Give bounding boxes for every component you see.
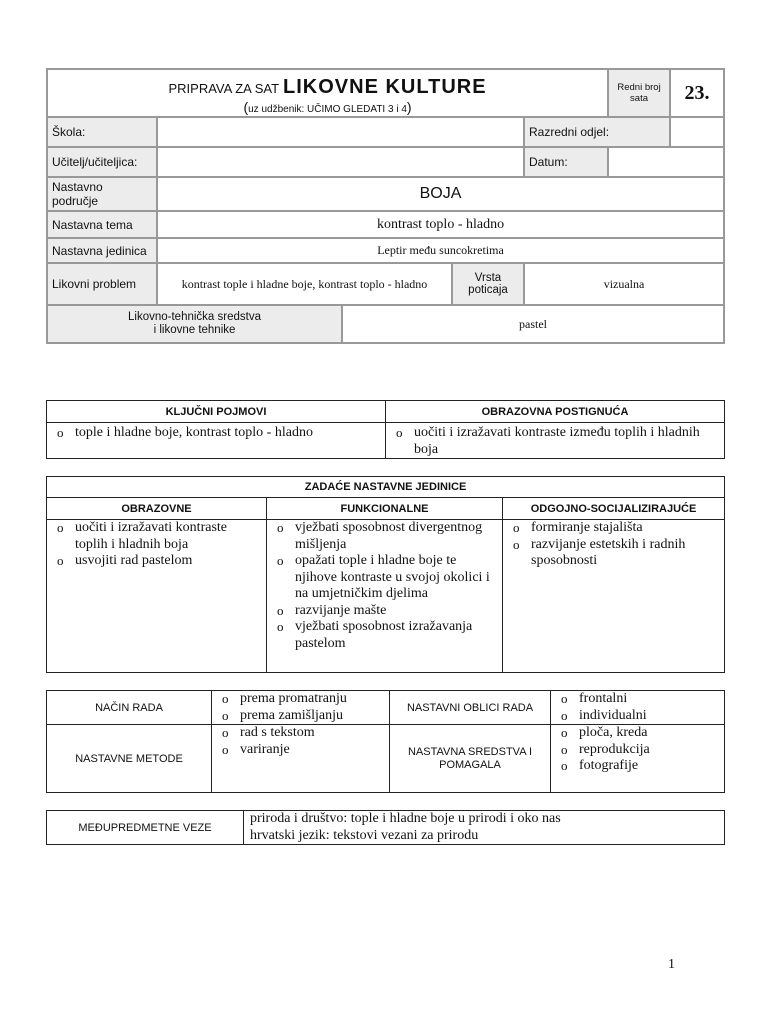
work-mode-label: NAČIN RADA [47, 691, 212, 725]
list-item: o reprodukcija [555, 742, 720, 759]
list-item: o formiranje stajališta [507, 520, 720, 537]
methods-table [46, 690, 725, 793]
media-value: pastel [342, 305, 724, 343]
methods-cell [212, 725, 390, 793]
document-title [47, 69, 608, 117]
subtitle: (uz udžbenik: UČIMO GLEDATI 3 i 4) [243, 98, 412, 115]
page-number: 1 [668, 957, 675, 972]
cross-curricular-cell [244, 811, 725, 845]
theme-value: kontrast toplo - hladno [157, 211, 724, 238]
list-item: o prema promatranju [216, 691, 385, 708]
school-value[interactable] [157, 117, 524, 147]
class-value[interactable] [670, 117, 724, 147]
date-value[interactable] [608, 147, 724, 177]
list-item: o uočiti i izražavati kontraste između toplih i hladnih boja [390, 425, 720, 458]
teacher-value[interactable] [157, 147, 524, 177]
list-item: o opažati tople i hladne boje te njihove kontraste u svojoj okolici i na umjetničkim djelima [271, 553, 498, 603]
functional-cell [267, 520, 503, 673]
lesson-number-label: Redni broj sata [608, 69, 670, 117]
teacher-label: Učitelj/učiteljica: [47, 147, 157, 177]
list-item: o vježbati sposobnost izražavanja pastelom [271, 619, 498, 652]
unit-value: Leptir među suncokretima [157, 238, 724, 263]
list-item: o frontalni [555, 691, 720, 708]
problem-label: Likovni problem [47, 263, 157, 305]
functional-header: FUNKCIONALNE [267, 498, 503, 520]
forms-cell [551, 691, 725, 725]
school-label: Škola: [47, 117, 157, 147]
date-label: Datum: [524, 147, 608, 177]
list-item: o ploča, kreda [555, 725, 720, 742]
media-label-line2: i likovne tehnike [153, 324, 236, 336]
social-header: ODGOJNO-SOCIJALIZIRAJUĆE [503, 498, 725, 520]
list-item: o fotografije [555, 758, 720, 775]
key-concepts-header: KLJUČNI POJMOVI [47, 401, 386, 423]
cross-curricular-table [46, 810, 725, 845]
aids-cell [551, 725, 725, 793]
problem-value: kontrast tople i hladne boje, kontrast toplo - hladno [157, 263, 452, 305]
area-value: BOJA [157, 177, 724, 211]
list-item: o uočiti i izražavati kontraste toplih i hladnih boja [51, 520, 262, 553]
area-label: Nastavno područje [47, 177, 157, 211]
list-item: o tople i hladne boje, kontrast toplo - hladno [51, 425, 381, 442]
educational-header: OBRAZOVNE [47, 498, 267, 520]
tasks-table [46, 476, 725, 673]
subtitle-text: uz udžbenik: UČIMO GLEDATI 3 i 4 [248, 103, 407, 115]
list-item: o prema zamišljanju [216, 708, 385, 725]
forms-label: NASTAVNI OBLICI RADA [390, 691, 551, 725]
list-item: o individualni [555, 708, 720, 725]
social-cell [503, 520, 725, 673]
cross-curricular-line: hrvatski jezik: tekstovi vezani za prirodu [250, 827, 479, 843]
cross-curricular-label: MEĐUPREDMETNE VEZE [47, 811, 244, 845]
tasks-header: ZADAĆE NASTAVNE JEDINICE [47, 477, 725, 498]
incentive-value: vizualna [524, 263, 724, 305]
outcomes-header: OBRAZOVNA POSTIGNUĆA [386, 401, 725, 423]
concepts-outcomes-table [46, 400, 725, 459]
list-item: o usvojiti rad pastelom [51, 553, 262, 570]
methods-label: NASTAVNE METODE [47, 725, 212, 793]
cross-curricular-line: priroda i društvo: tople i hladne boje u prirodi i oko nas [250, 811, 561, 826]
outcomes-cell [386, 423, 725, 459]
incentive-label: Vrsta poticaja [452, 263, 524, 305]
class-label: Razredni odjel: [524, 117, 670, 147]
list-item: o variranje [216, 742, 385, 759]
title-prefix: PRIPRAVA ZA SAT [168, 80, 280, 96]
media-label-line1: Likovno-tehnička sredstva [128, 311, 261, 323]
list-item: o vježbati sposobnost divergentnog mišljenja [271, 520, 498, 553]
unit-label: Nastavna jedinica [47, 238, 157, 263]
theme-label: Nastavna tema [47, 211, 157, 238]
list-item: o razvijanje mašte [271, 603, 498, 620]
work-mode-cell [212, 691, 390, 725]
list-item: o rad s tekstom [216, 725, 385, 742]
educational-cell [47, 520, 267, 673]
lesson-number: 23. [670, 69, 724, 117]
list-item: o razvijanje estetskih i radnih sposobnosti [507, 537, 720, 570]
aids-label: NASTAVNA SREDSTVA I POMAGALA [390, 725, 551, 793]
key-concepts-cell [47, 423, 386, 459]
media-label [47, 305, 342, 343]
lesson-info-table [46, 68, 725, 344]
title-main: LIKOVNE KULTURE [283, 75, 487, 98]
